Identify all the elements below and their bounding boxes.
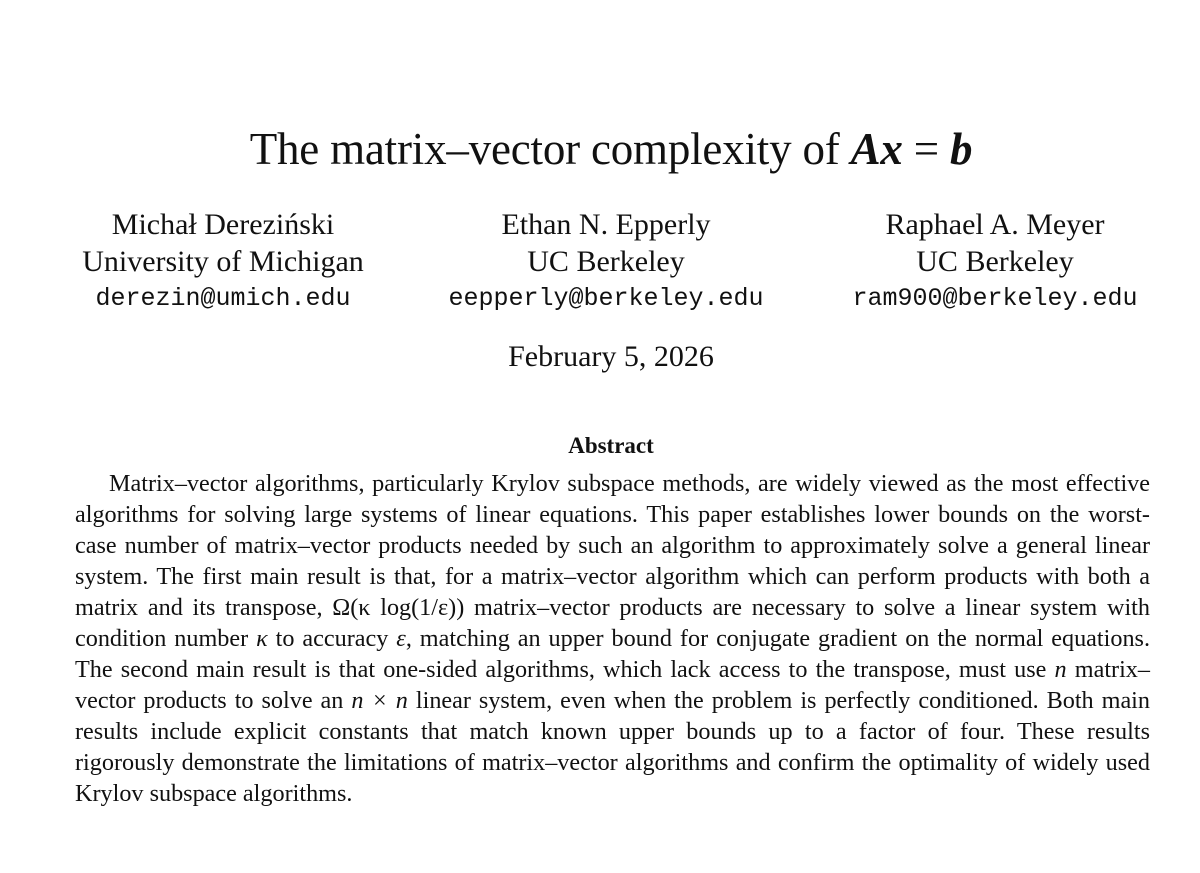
paper-title [0, 122, 1200, 176]
author-affiliation: University of Michigan [82, 245, 364, 278]
author-block-1 [74, 206, 372, 317]
author-email[interactable]: ram900@berkeley.edu [852, 284, 1138, 313]
abstract-text: linear system, even when the problem is perfectly conditioned. Both main results include explicit constants that match known upper bounds up to a factor of four. These results rigorously demonstrate the limitations of matrix–vector algorithms and confirm the optimality of widely used Krylov subspace algorithms. [75, 687, 1150, 807]
author-name: Michał Dereziński [111, 208, 335, 241]
title-text: The matrix–vector complexity of [249, 124, 851, 174]
abstract-text: , matching an upper bound for conjugate gradient on the normal equations. The second main result is that one-sided algorithms, which lack access to the transpose, must use [75, 625, 1151, 683]
abstract-math: n × n [351, 687, 408, 714]
author-email[interactable]: derezin@umich.edu [95, 284, 351, 313]
author-name: Ethan N. Epperly [501, 208, 711, 241]
title-math-ax: Ax [850, 124, 903, 174]
abstract-text: Matrix–vector algorithms, particularly Krylov subspace methods, are widely viewed as the most effective algorithms for solving large systems of linear equations. This paper establishes lower bounds on the worst-case number of matrix–vector products needed by such an algorithm to approximately solve a general linear system. The first main result is that, for a matrix–vector algorithm which can perform products with both a matrix and its transpose, [75, 470, 1150, 621]
title-math-b: b [950, 124, 973, 174]
abstract-math: Ω(κ log(1/ε)) [332, 594, 465, 621]
author-name: Raphael A. Meyer [885, 208, 1105, 241]
abstract-text: to accuracy [267, 625, 397, 652]
abstract-text: matrix–vector products to solve an [75, 656, 1150, 714]
paper-date: February 5, 2026 [508, 340, 714, 373]
abstract-math: ε [396, 625, 406, 652]
author-block-2 [420, 206, 792, 317]
title-math-equals: = [902, 124, 950, 174]
author-affiliation: UC Berkeley [527, 245, 685, 278]
abstract-math: κ [256, 625, 268, 652]
abstract-text: matrix–vector products are necessary to solve a linear system with condition number [75, 594, 1150, 652]
abstract-heading: Abstract [568, 433, 654, 458]
author-affiliation: UC Berkeley [916, 245, 1074, 278]
author-block-3 [830, 206, 1160, 317]
author-email[interactable]: eepperly@berkeley.edu [448, 284, 764, 313]
abstract-body [75, 468, 1150, 809]
abstract-math: n [1054, 656, 1067, 683]
